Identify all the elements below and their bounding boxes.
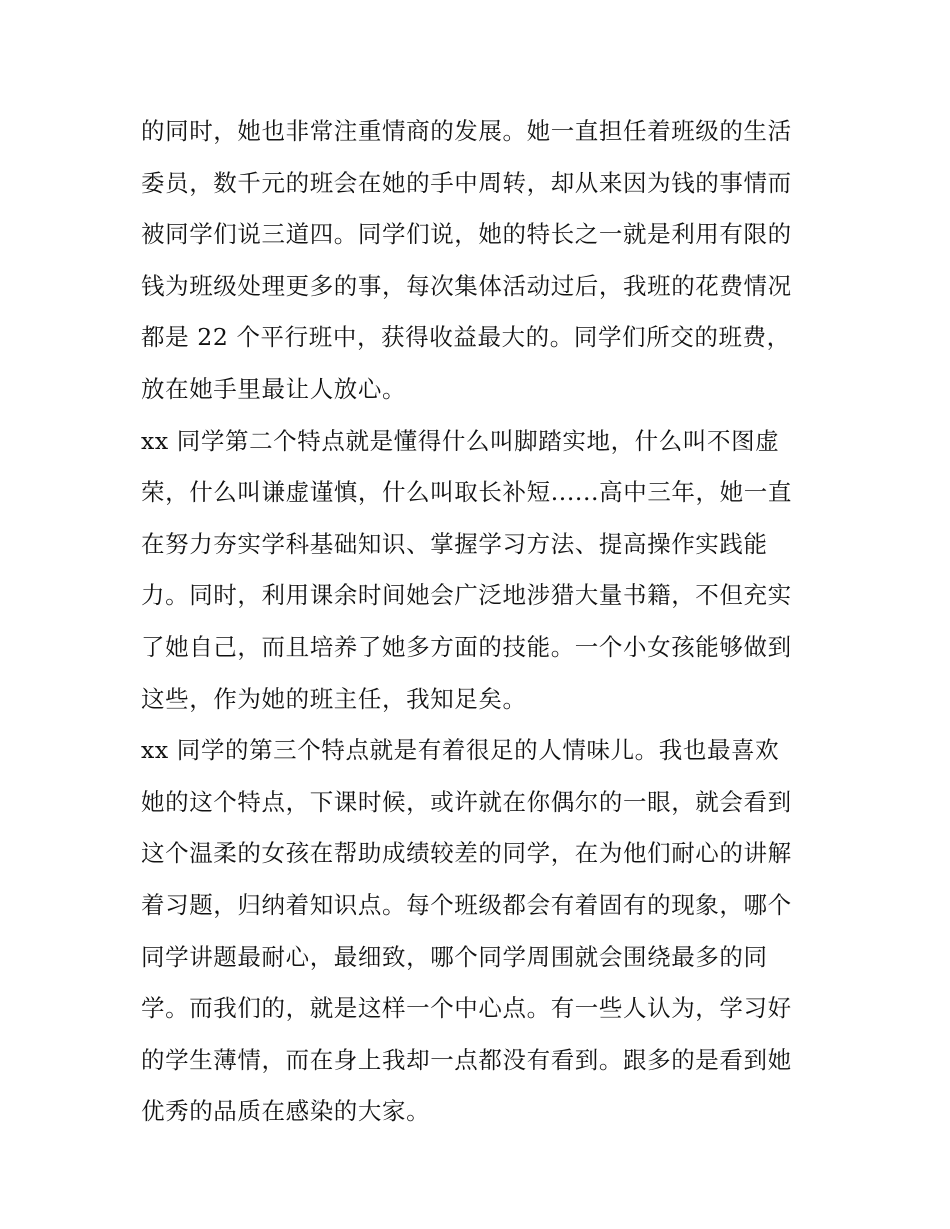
text-line: 她的这个特点，下课时候，或许就在你偶尔的一眼，就会看到: [141, 787, 792, 816]
text-line: 的学生薄情，而在身上我却一点都没有看到。跟多的是看到她: [141, 1045, 792, 1074]
text-line: xx 同学的第三个特点就是有着很足的人情味儿。我也最喜欢: [141, 736, 780, 765]
text-line: 委员，数千元的班会在她的手中周转，却从来因为钱的事情而: [141, 168, 792, 197]
text-line: 放在她手里最让人放心。: [141, 374, 407, 403]
text-line: 被同学们说三道四。同学们说，她的特长之一就是利用有限的: [141, 220, 792, 249]
body-text: [141, 106, 821, 1138]
text-line: 了她自己，而且培养了她多方面的技能。一个小女孩能够做到: [141, 632, 792, 661]
text-line: 的同时，她也非常注重情商的发展。她一直担任着班级的生活: [141, 117, 792, 145]
text-line: 这些，作为她的班主任，我知足矣。: [141, 684, 527, 713]
text-line: 优秀的品质在感染的大家。: [141, 1097, 431, 1126]
text-line: 都是 22 个平行班中，获得收益最大的。同学们所交的班费，: [141, 323, 791, 352]
text-line: 力。同时，利用课余时间她会广泛地涉猎大量书籍，不但充实: [141, 581, 792, 610]
text-line: xx 同学第二个特点就是懂得什么叫脚踏实地，什么叫不图虚: [141, 426, 780, 455]
text-line: 同学讲题最耐心，最细致，哪个同学周围就会围绕最多的同: [141, 942, 768, 971]
text-line: 钱为班级处理更多的事，每次集体活动过后，我班的花费情况: [141, 271, 792, 300]
text-line: 荣，什么叫谦虚谨慎，什么叫取长补短......高中三年，她一直: [141, 478, 792, 507]
text-line: 学。而我们的，就是这样一个中心点。有一些人认为，学习好: [141, 994, 792, 1023]
text-line: 这个温柔的女孩在帮助成绩较差的同学，在为他们耐心的讲解: [141, 839, 792, 868]
text-line: 着习题，归纳着知识点。每个班级都会有着固有的现象，哪个: [141, 890, 792, 919]
text-line: 在努力夯实学科基础知识、掌握学习方法、提高操作实践能: [141, 529, 768, 558]
